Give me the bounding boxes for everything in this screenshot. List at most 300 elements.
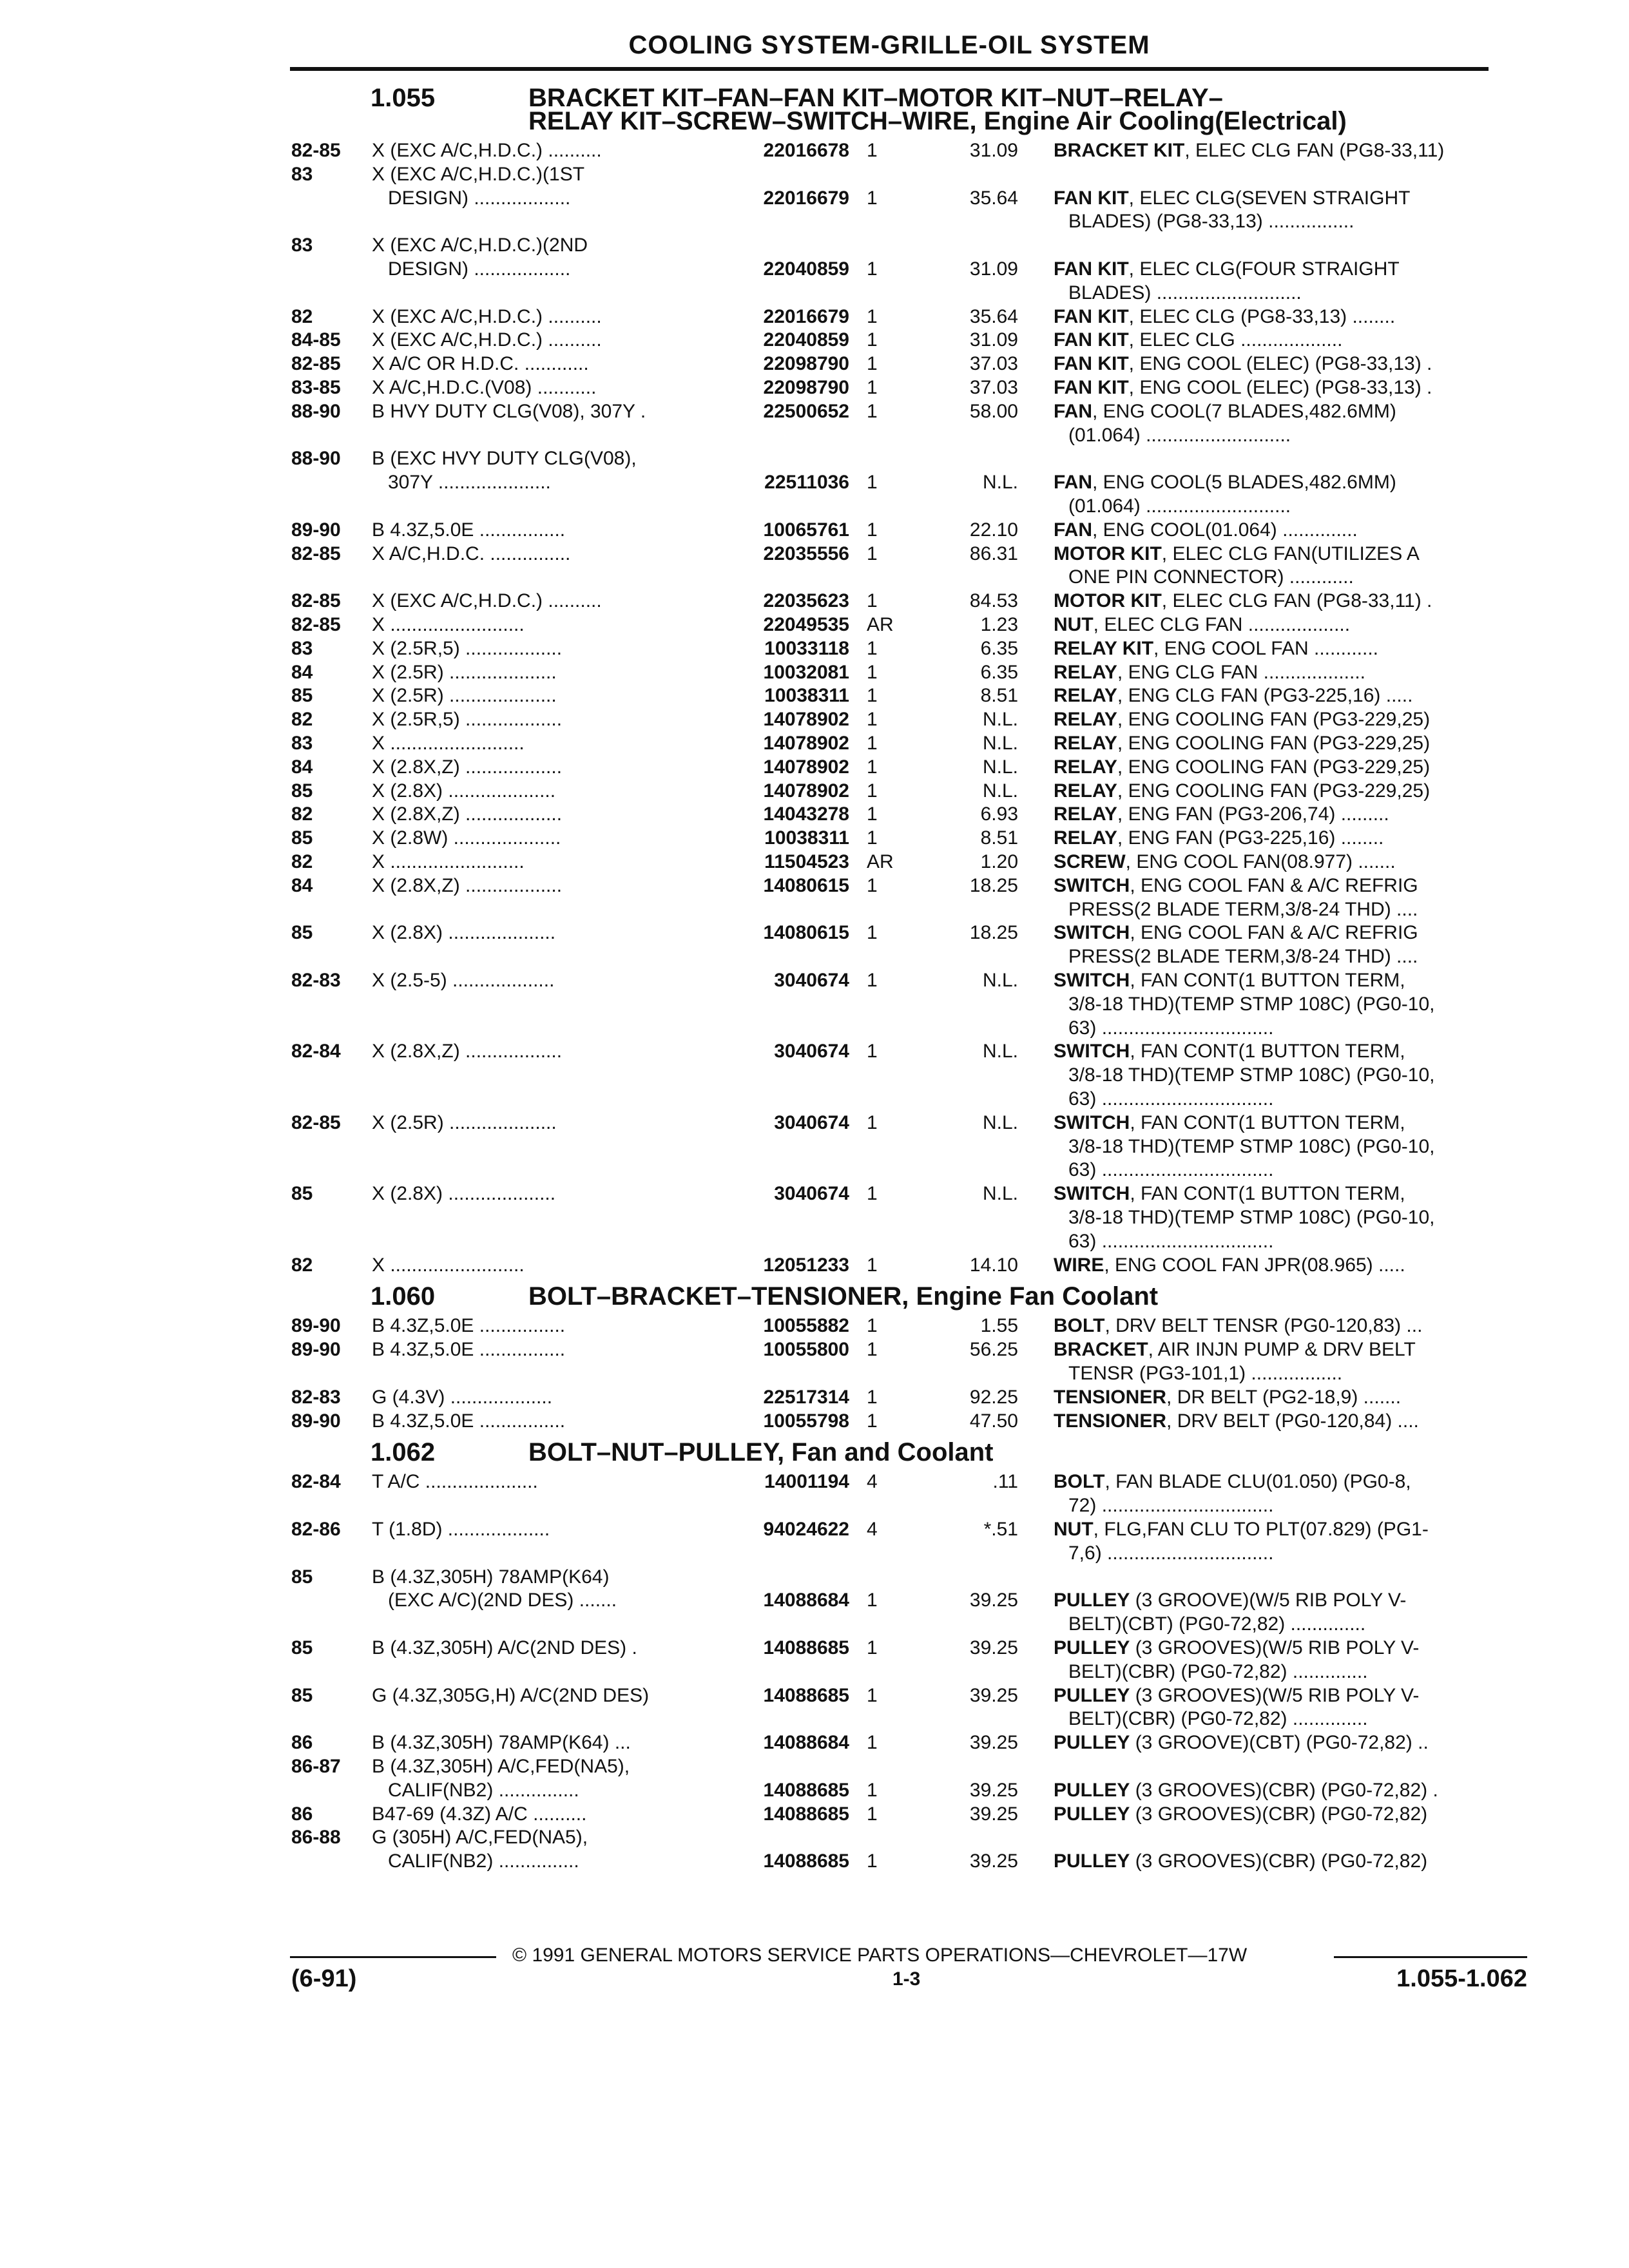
- description: [1054, 1470, 1527, 1494]
- application-continued: 307Y .....................: [388, 472, 551, 494]
- part-name: FAN: [1054, 400, 1092, 422]
- table-row: [0, 827, 1629, 850]
- quantity: 1: [867, 874, 878, 896]
- part-detail: , ELEC CLG ...................: [1128, 329, 1343, 351]
- description-continued: 63) ................................: [1068, 1088, 1274, 1110]
- part-name: WIRE: [1054, 1254, 1104, 1276]
- footer-date: (6-91): [291, 1965, 357, 1992]
- year-range: 86-88: [291, 1827, 341, 1849]
- application: B (4.3Z,305H) A/C,FED(NA5),: [372, 1756, 630, 1777]
- part-detail: , ENG COOL (ELEC) (PG8-33,13) .: [1128, 377, 1432, 398]
- header-rule: [290, 67, 1489, 71]
- description-continued: PRESS(2 BLADE TERM,3/8-24 THD) ....: [1068, 946, 1418, 968]
- quantity: 1: [867, 970, 878, 991]
- part-name: RELAY KIT: [1054, 637, 1154, 659]
- part-number: 12051233: [763, 1254, 849, 1276]
- price: 31.09: [969, 258, 1018, 280]
- application: X (EXC A/C,H.D.C.) ..........: [372, 329, 602, 351]
- price: *.51: [983, 1519, 1018, 1540]
- part-name: FAN KIT: [1054, 258, 1129, 280]
- description: [1054, 1254, 1527, 1277]
- part-detail: , AIR INJN PUMP & DRV BELT: [1148, 1339, 1416, 1361]
- part-name: FAN KIT: [1054, 329, 1129, 351]
- price: 39.25: [969, 1637, 1018, 1658]
- price: 18.25: [969, 922, 1018, 944]
- table-row: [0, 1386, 1629, 1409]
- application: B (4.3Z,305H) A/C(2ND DES) .: [372, 1637, 637, 1658]
- description-continued: BLADES) ...........................: [1068, 282, 1302, 303]
- table-row: [0, 1182, 1629, 1206]
- price: 37.03: [969, 353, 1018, 375]
- description-continued: 3/8-18 THD)(TEMP STMP 108C) (PG0-10,: [1068, 1207, 1435, 1228]
- part-name: SWITCH: [1054, 1111, 1130, 1133]
- table-row: [0, 637, 1629, 660]
- price: 58.00: [969, 400, 1018, 422]
- part-name: FAN: [1054, 519, 1092, 541]
- description: [1054, 400, 1527, 423]
- table-row: [0, 1410, 1629, 1433]
- quantity: 1: [867, 803, 878, 825]
- application: B 4.3Z,5.0E ................: [372, 519, 566, 541]
- description-continued: BELT)(CBR) (PG0-72,82) ..............: [1068, 1708, 1368, 1730]
- table-row: [0, 400, 1629, 423]
- part-detail: , ENG COOL FAN JPR(08.965) .....: [1104, 1254, 1405, 1276]
- application: X A/C,H.D.C.(V08) ...........: [372, 377, 597, 398]
- application: B 4.3Z,5.0E ................: [372, 1339, 566, 1361]
- price: 1.23: [980, 614, 1018, 635]
- description: [1054, 969, 1527, 992]
- application: X (2.8X) ....................: [372, 1183, 556, 1205]
- description: [1054, 329, 1527, 352]
- price: N.L.: [982, 1183, 1018, 1205]
- year-range: 85: [291, 780, 313, 802]
- part-detail: , ELEC CLG FAN (PG8-33,11): [1184, 140, 1445, 161]
- part-detail: , ELEC CLG FAN ...................: [1093, 614, 1351, 635]
- price: 47.50: [969, 1410, 1018, 1432]
- quantity: AR: [867, 614, 894, 635]
- description: [1054, 874, 1527, 898]
- table-row: [0, 993, 1629, 1016]
- description: [1054, 1637, 1527, 1660]
- table-row: [0, 850, 1629, 874]
- table-row: [0, 1684, 1629, 1707]
- part-name: TENSIONER: [1054, 1386, 1167, 1408]
- part-number: 14001194: [764, 1471, 849, 1493]
- year-range: 82-85: [291, 590, 341, 612]
- part-detail: , ENG CLG FAN ...................: [1117, 661, 1365, 683]
- part-detail: , ELEC CLG(SEVEN STRAIGHT: [1128, 187, 1411, 209]
- part-detail: , FAN CONT(1 BUTTON TERM,: [1130, 970, 1405, 991]
- part-number: 10055882: [763, 1315, 849, 1337]
- table-row: [0, 1613, 1629, 1636]
- part-detail: , ENG FAN (PG3-206,74) .........: [1117, 803, 1389, 825]
- part-number: 14088685: [763, 1803, 849, 1825]
- description: [1054, 1338, 1527, 1361]
- quantity: 1: [867, 1254, 878, 1276]
- part-name: RELAY: [1054, 685, 1117, 707]
- table-row: [0, 1518, 1629, 1541]
- footer-rule-right: [1334, 1956, 1527, 1958]
- table-row: [0, 898, 1629, 921]
- table-row: [0, 874, 1629, 898]
- description: [1054, 827, 1527, 850]
- application-continued: (EXC A/C)(2ND DES) .......: [388, 1590, 617, 1611]
- section-title: BRACKET KIT–FAN–FAN KIT–MOTOR KIT–NUT–RELAY–: [528, 84, 1223, 112]
- page-title: COOLING SYSTEM-GRILLE-OIL SYSTEM: [628, 31, 1150, 59]
- description: [1054, 352, 1527, 376]
- year-range: 82: [291, 803, 313, 825]
- table-row: [0, 1470, 1629, 1494]
- application: X A/C OR H.D.C. ............: [372, 353, 589, 375]
- quantity: 1: [867, 1183, 878, 1205]
- price: .11: [992, 1471, 1018, 1493]
- part-number: 10038311: [764, 685, 849, 707]
- description-continued: 63) ................................: [1068, 1017, 1274, 1039]
- price: 39.25: [969, 1590, 1018, 1611]
- part-name: SWITCH: [1054, 970, 1130, 991]
- part-name: RELAY: [1054, 827, 1117, 849]
- year-range: 82-84: [291, 1041, 341, 1062]
- part-detail: , ENG COOLING FAN (PG3-229,25): [1117, 756, 1431, 778]
- table-row: [0, 684, 1629, 707]
- part-detail: , ELEC CLG (PG8-33,13) ........: [1128, 305, 1396, 327]
- year-range: 85: [291, 922, 313, 944]
- part-name: NUT: [1054, 614, 1094, 635]
- part-number: 3040674: [774, 1041, 849, 1062]
- description-continued: 3/8-18 THD)(TEMP STMP 108C) (PG0-10,: [1068, 1135, 1435, 1157]
- table-row: [0, 732, 1629, 755]
- quantity: 1: [867, 780, 878, 802]
- quantity: 1: [867, 1315, 878, 1337]
- table-row: [0, 187, 1629, 210]
- part-name: RELAY: [1054, 803, 1117, 825]
- year-range: 86-87: [291, 1756, 341, 1777]
- section-number: 1.055: [371, 84, 436, 112]
- table-row: [0, 1589, 1629, 1612]
- part-detail: , DR BELT (PG2-18,9) .......: [1166, 1386, 1402, 1408]
- part-name: FAN KIT: [1054, 377, 1129, 398]
- year-range: 82-85: [291, 614, 341, 635]
- description: [1054, 187, 1527, 210]
- application: B (4.3Z,305H) 78AMP(K64): [372, 1566, 610, 1588]
- quantity: 1: [867, 1111, 878, 1133]
- part-number: 22016679: [763, 187, 849, 209]
- table-row: [0, 1362, 1629, 1385]
- section-number: 1.062: [371, 1438, 436, 1467]
- description: [1054, 543, 1527, 566]
- application: X (EXC A/C,H.D.C.) ..........: [372, 590, 602, 612]
- year-range: 84: [291, 756, 313, 778]
- table-row: [0, 1660, 1629, 1684]
- table-row: [0, 1779, 1629, 1802]
- part-name: BRACKET: [1054, 1339, 1148, 1361]
- table-row: [0, 921, 1629, 945]
- description: [1054, 780, 1527, 803]
- price: 6.93: [980, 803, 1018, 825]
- part-detail: , ENG COOL(5 BLADES,482.6MM): [1092, 472, 1396, 494]
- part-number: 22098790: [763, 353, 849, 375]
- table-row: [0, 756, 1629, 779]
- table-row: [0, 1850, 1629, 1873]
- application: X (2.5R,5) ..................: [372, 709, 563, 731]
- table-row: [0, 1017, 1629, 1040]
- year-range: 83: [291, 637, 313, 659]
- description-continued: 63) ................................: [1068, 1159, 1274, 1181]
- part-name: PULLEY: [1054, 1779, 1130, 1801]
- part-number: 14088685: [763, 1779, 849, 1801]
- part-detail: , FAN CONT(1 BUTTON TERM,: [1130, 1183, 1405, 1205]
- part-detail: , ENG COOL FAN(08.977) .......: [1125, 851, 1396, 872]
- year-range: 82-83: [291, 970, 341, 991]
- description-continued: BLADES) (PG8-33,13) ................: [1068, 211, 1354, 233]
- part-detail: , ELEC CLG FAN(UTILIZES A: [1161, 543, 1420, 564]
- application-continued: CALIF(NB2) ...............: [388, 1850, 579, 1872]
- description: [1054, 376, 1527, 399]
- part-detail: , ELEC CLG(FOUR STRAIGHT: [1128, 258, 1400, 280]
- quantity: 1: [867, 258, 878, 280]
- price: 39.25: [969, 1850, 1018, 1872]
- application: G (4.3V) ...................: [372, 1386, 553, 1408]
- table-row: [0, 590, 1629, 613]
- description: [1054, 1314, 1527, 1338]
- part-name: PULLEY: [1054, 1803, 1130, 1825]
- year-range: 85: [291, 827, 313, 849]
- description: [1054, 1803, 1527, 1826]
- year-range: 88-90: [291, 400, 341, 422]
- section-number: 1.060: [371, 1282, 436, 1311]
- table-row: [0, 1158, 1629, 1182]
- application: G (4.3Z,305G,H) A/C(2ND DES): [372, 1684, 650, 1706]
- application: X .........................: [372, 851, 525, 872]
- year-range: 82: [291, 709, 313, 731]
- application: X (2.8X,Z) ..................: [372, 803, 563, 825]
- part-detail: (3 GROOVES)(W/5 RIB POLY V-: [1130, 1684, 1420, 1706]
- quantity: 1: [867, 637, 878, 659]
- year-range: 83: [291, 235, 313, 256]
- part-number: 14078902: [763, 709, 849, 731]
- year-range: 82-85: [291, 353, 341, 375]
- part-number: 10055798: [763, 1410, 849, 1432]
- quantity: 1: [867, 377, 878, 398]
- price: 37.03: [969, 377, 1018, 398]
- table-row: [0, 1637, 1629, 1660]
- part-detail: , FAN CONT(1 BUTTON TERM,: [1130, 1041, 1405, 1062]
- price: N.L.: [982, 1041, 1018, 1062]
- description: [1054, 803, 1527, 826]
- description: [1054, 305, 1527, 329]
- part-number: 10032081: [763, 661, 849, 683]
- quantity: 1: [867, 1590, 878, 1611]
- year-range: 86: [291, 1803, 313, 1825]
- description-continued: 7,6) ...............................: [1068, 1542, 1274, 1564]
- application: X (2.8X) ....................: [372, 922, 556, 944]
- description-continued: (01.064) ...........................: [1068, 495, 1291, 517]
- part-detail: , FAN BLADE CLU(01.050) (PG0-8,: [1104, 1471, 1411, 1493]
- year-range: 82: [291, 1254, 313, 1276]
- price: N.L.: [982, 970, 1018, 991]
- quantity: 1: [867, 400, 878, 422]
- part-name: BRACKET KIT: [1054, 140, 1185, 161]
- description-continued: BELT)(CBT) (PG0-72,82) ..............: [1068, 1613, 1366, 1635]
- application: X (2.8X,Z) ..................: [372, 756, 563, 778]
- year-range: 84: [291, 661, 313, 683]
- part-name: FAN KIT: [1054, 187, 1129, 209]
- price: 6.35: [980, 661, 1018, 683]
- part-number: 22040859: [763, 258, 849, 280]
- part-detail: , ENG COOL FAN & A/C REFRIG: [1130, 874, 1418, 896]
- table-row: [0, 329, 1629, 352]
- footer-section-range: 1.055-1.062: [1396, 1965, 1527, 1992]
- part-name: PULLEY: [1054, 1850, 1130, 1872]
- application-continued: DESIGN) ..................: [388, 187, 571, 209]
- part-name: MOTOR KIT: [1054, 543, 1162, 564]
- price: 22.10: [969, 519, 1018, 541]
- price: N.L.: [982, 733, 1018, 754]
- description: [1054, 1850, 1527, 1873]
- quantity: 1: [867, 305, 878, 327]
- quantity: 1: [867, 1041, 878, 1062]
- part-detail: , ENG CLG FAN (PG3-225,16) .....: [1117, 685, 1413, 707]
- table-row: [0, 1135, 1629, 1158]
- price: 18.25: [969, 874, 1018, 896]
- table-row: [0, 566, 1629, 589]
- part-detail: , ENG COOL FAN ............: [1153, 637, 1379, 659]
- year-range: 85: [291, 1637, 313, 1658]
- year-range: 89-90: [291, 1410, 341, 1432]
- table-row: [0, 258, 1629, 281]
- description: [1054, 258, 1527, 281]
- price: 1.20: [980, 851, 1018, 872]
- description: [1054, 1410, 1527, 1433]
- part-name: RELAY: [1054, 780, 1117, 802]
- part-detail: , ENG COOLING FAN (PG3-229,25): [1117, 733, 1431, 754]
- part-detail: , ELEC CLG FAN (PG8-33,11) .: [1161, 590, 1432, 612]
- table-row: [0, 1731, 1629, 1754]
- part-number: 14088685: [763, 1637, 849, 1658]
- table-row: [0, 1088, 1629, 1111]
- table-row: [0, 1111, 1629, 1135]
- table-row: [0, 1707, 1629, 1731]
- part-detail: , DRV BELT (PG0-120,84) ....: [1166, 1410, 1419, 1432]
- part-number: 14078902: [763, 780, 849, 802]
- application: T A/C .....................: [372, 1471, 538, 1493]
- year-range: 89-90: [291, 1315, 341, 1337]
- table-row: [0, 1566, 1629, 1589]
- part-detail: , ENG COOL(7 BLADES,482.6MM): [1092, 400, 1396, 422]
- table-row: [0, 163, 1629, 186]
- quantity: 1: [867, 519, 878, 541]
- table-row: [0, 495, 1629, 518]
- application: B (EXC HVY DUTY CLG(V08),: [372, 448, 637, 470]
- quantity: 1: [867, 140, 878, 161]
- quantity: 1: [867, 472, 878, 494]
- part-name: FAN KIT: [1054, 305, 1129, 327]
- quantity: 1: [867, 1779, 878, 1801]
- table-row: [0, 613, 1629, 637]
- part-detail: (3 GROOVES)(CBR) (PG0-72,82): [1130, 1850, 1428, 1872]
- table-row: [0, 282, 1629, 305]
- footer-page-number: 1-3: [892, 1968, 921, 1990]
- quantity: 1: [867, 756, 878, 778]
- table-row: [0, 1230, 1629, 1253]
- quantity: 1: [867, 1386, 878, 1408]
- quantity: 4: [867, 1471, 878, 1493]
- description: [1054, 590, 1527, 613]
- price: 8.51: [980, 685, 1018, 707]
- part-number: 22040859: [763, 329, 849, 351]
- price: 39.25: [969, 1684, 1018, 1706]
- price: 39.25: [969, 1732, 1018, 1754]
- year-range: 82: [291, 305, 313, 327]
- part-name: MOTOR KIT: [1054, 590, 1162, 612]
- year-range: 83: [291, 733, 313, 754]
- part-number: 22517314: [763, 1386, 849, 1408]
- description: [1054, 1386, 1527, 1409]
- table-row: [0, 1254, 1629, 1277]
- quantity: 1: [867, 1803, 878, 1825]
- part-detail: , ENG FAN (PG3-225,16) ........: [1117, 827, 1384, 849]
- application: X (2.5R) ....................: [372, 1111, 557, 1133]
- year-range: 88-90: [291, 448, 341, 470]
- price: 8.51: [980, 827, 1018, 849]
- application-continued: DESIGN) ..................: [388, 258, 571, 280]
- application: B 4.3Z,5.0E ................: [372, 1410, 566, 1432]
- part-detail: , ENG COOLING FAN (PG3-229,25): [1117, 780, 1431, 802]
- quantity: 1: [867, 329, 878, 351]
- year-range: 83-85: [291, 377, 341, 398]
- application: B 4.3Z,5.0E ................: [372, 1315, 566, 1337]
- year-range: 82-86: [291, 1519, 341, 1540]
- quantity: 1: [867, 661, 878, 683]
- description: [1054, 1589, 1527, 1612]
- description: [1054, 519, 1527, 542]
- year-range: 85: [291, 1684, 313, 1706]
- part-name: SWITCH: [1054, 1041, 1130, 1062]
- part-number: 22016679: [763, 305, 849, 327]
- part-number: 22035556: [763, 543, 849, 564]
- application: X (EXC A/C,H.D.C.)(1ST: [372, 163, 585, 185]
- table-row: [0, 708, 1629, 731]
- description: [1054, 1182, 1527, 1206]
- description: [1054, 1111, 1527, 1135]
- description: [1054, 1040, 1527, 1063]
- table-row: [0, 1040, 1629, 1063]
- table-row: [0, 1542, 1629, 1565]
- section-title: BOLT–NUT–PULLEY, Fan and Coolant: [528, 1438, 994, 1467]
- part-number: 3040674: [774, 1111, 849, 1133]
- year-range: 83: [291, 163, 313, 185]
- table-row: [0, 1314, 1629, 1338]
- part-name: RELAY: [1054, 709, 1117, 731]
- part-number: 22511036: [764, 472, 849, 494]
- part-name: TENSIONER: [1054, 1410, 1167, 1432]
- application: X (2.5R) ....................: [372, 661, 557, 683]
- price: N.L.: [982, 780, 1018, 802]
- price: 1.55: [980, 1315, 1018, 1337]
- part-number: 22016678: [763, 140, 849, 161]
- description-continued: ONE PIN CONNECTOR) ............: [1068, 566, 1354, 588]
- application: X (2.8X,Z) ..................: [372, 874, 563, 896]
- quantity: 1: [867, 1732, 878, 1754]
- application: B47-69 (4.3Z) A/C ..........: [372, 1803, 587, 1825]
- quantity: 1: [867, 1684, 878, 1706]
- application: T (1.8D) ...................: [372, 1519, 550, 1540]
- footer-rule-left: [290, 1956, 496, 1958]
- application: B (4.3Z,305H) 78AMP(K64) ...: [372, 1732, 631, 1754]
- part-detail: , FAN CONT(1 BUTTON TERM,: [1130, 1111, 1405, 1133]
- table-row: [0, 1206, 1629, 1229]
- table-row: [0, 210, 1629, 233]
